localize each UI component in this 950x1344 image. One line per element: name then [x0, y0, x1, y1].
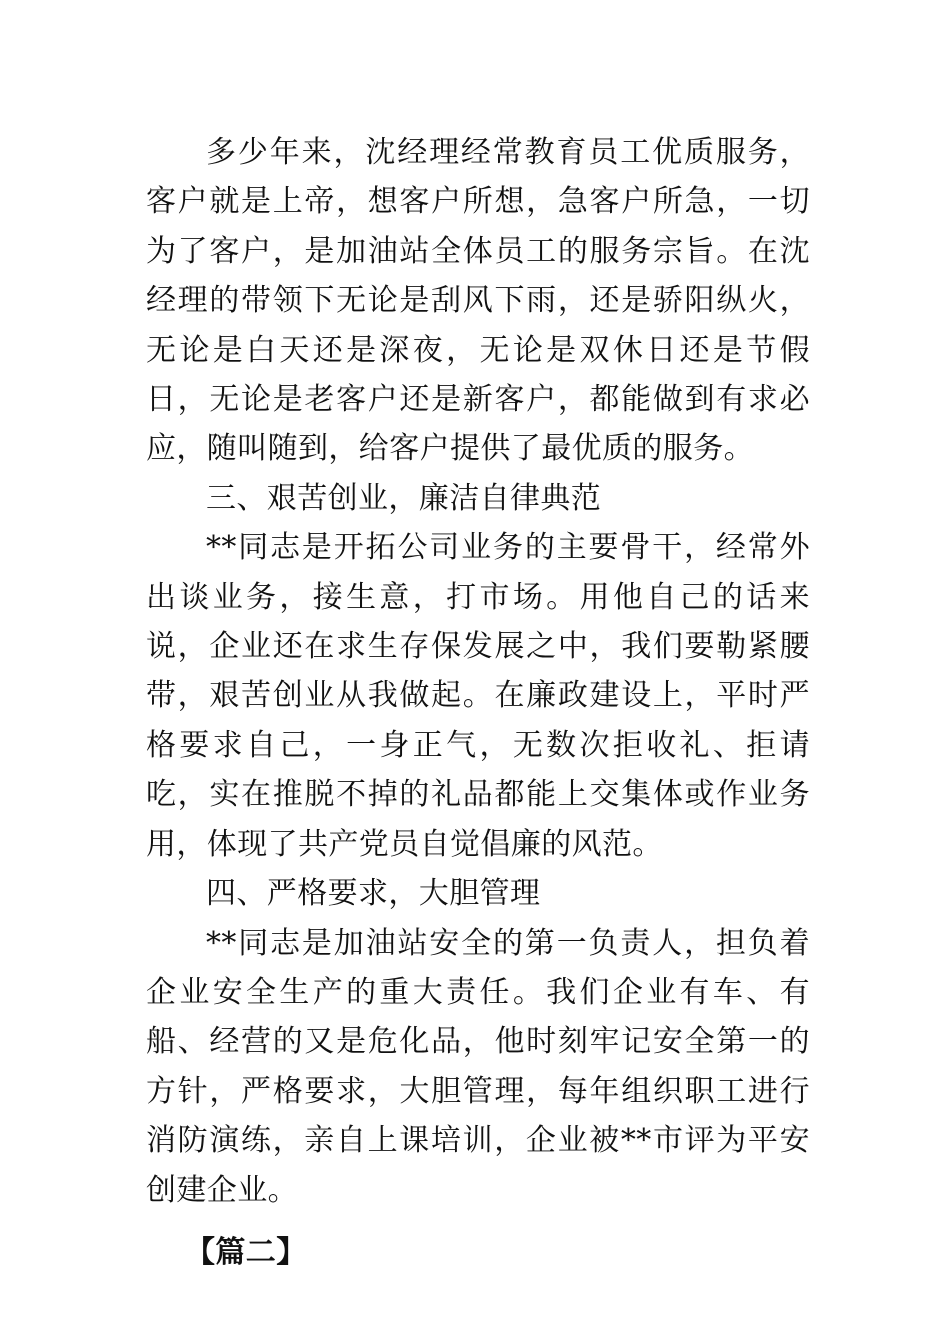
- paragraph-safety: **同志是加油站安全的第一负责人，担负着企业安全生产的重大责任。我们企业有车、有船、经营的又是危化品，他时刻牢记安全第一的方针，严格要求，大胆管理，每年组织职工进行消防演练，亲自上课培训，企业被**市评为平安创建企业。: [146, 925, 810, 1208]
- chapter-marker: 【篇二】: [185, 1234, 307, 1270]
- section-heading-3: 三、艰苦创业，廉洁自律典范: [206, 480, 602, 516]
- paragraph-service: 多少年来，沈经理经常教育员工优质服务，客户就是上帝，想客户所想，急客户所急，一切为了客户，是加油站全体员工的服务宗旨。在沈经理的带领下无论是刮风下雨，还是骄阳纵火，无论是白天还是深夜，无论是双休日还是节假日，无论是老客户还是新客户，都能做到有求必应，随叫随到，给客户提供了最优质的服务。: [146, 135, 810, 467]
- document-body: [146, 128, 810, 1277]
- paragraph-hard-work: **同志是开拓公司业务的主要骨干，经常外出谈业务，接生意，打市场。用他自己的话来说，企业还在求生存保发展之中，我们要勒紧腰带，艰苦创业从我做起。在廉政建设上，平时严格要求自己，一身正气，无数次拒收礼、拒请吃，实在推脱不掉的礼品都能上交集体或作业务用，体现了共产党员自觉倡廉的风范。: [146, 530, 810, 862]
- section-heading-4: 四、严格要求，大胆管理: [206, 876, 541, 912]
